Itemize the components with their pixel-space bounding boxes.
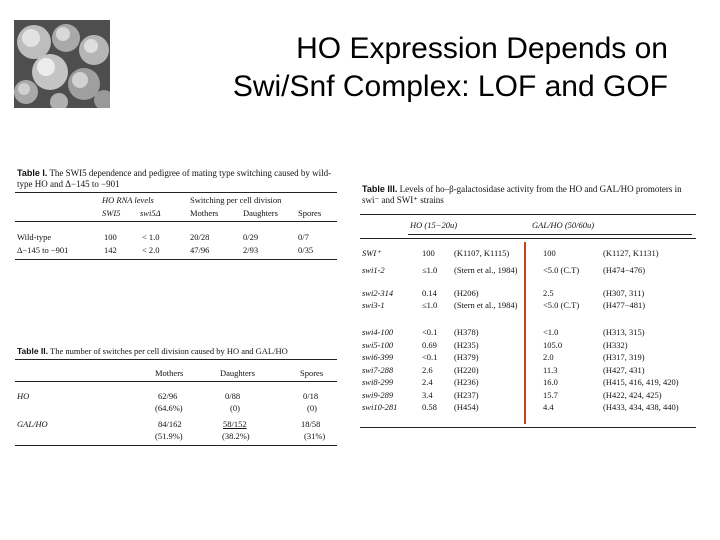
table-2 bbox=[15, 346, 337, 448]
table-2-row-label: GAL/HO bbox=[17, 419, 48, 429]
table-1-col-swi5: SWI5 bbox=[102, 208, 121, 218]
table-2-col-mothers: Mothers bbox=[155, 368, 184, 378]
table-1-col-daughters: Daughters bbox=[243, 208, 278, 218]
table-3-gal-value: <5.0 (C.T) bbox=[543, 300, 580, 310]
table-3-divider-red bbox=[524, 242, 526, 424]
table-2-rule-top bbox=[15, 359, 337, 360]
table-3-strain: swi6-399 bbox=[362, 352, 394, 362]
table-2-col-daughters: Daughters bbox=[220, 368, 255, 378]
table-1-col-spores: Spores bbox=[298, 208, 322, 218]
table-3-gal-ref: (H415, 416, 419, 420) bbox=[603, 377, 679, 387]
table-3-ho-value: 2.6 bbox=[422, 364, 433, 375]
table-3-caption: Table III. Levels of ho–β-galactosidase activity from the HO and GAL/HO promoters in swi⁻ and SWI⁺ strains bbox=[362, 184, 682, 205]
table-3-ho-value: 0.69 bbox=[422, 339, 437, 350]
table-3-ho-ref: (H454) bbox=[454, 402, 479, 412]
table-2-cell-underlined: 58/152 bbox=[223, 419, 247, 429]
table-3-gal-ref: (H317, 319) bbox=[603, 352, 645, 362]
table-3-gal-value: 16.0 bbox=[543, 377, 558, 387]
table-2-pct: (38.2%) bbox=[222, 431, 250, 441]
slide-title-line-2: Swi/Snf Complex: LOF and GOF bbox=[232, 70, 668, 103]
table-3-ho-value: 0.14 bbox=[422, 287, 437, 298]
table-3-strain: SWI⁺ bbox=[362, 248, 381, 258]
table-3-ho-ref: (H206) bbox=[454, 287, 479, 298]
table-3-gal-ref: (H307, 311) bbox=[603, 287, 645, 298]
slide-title bbox=[108, 30, 668, 106]
table-2-pct: (31%) bbox=[304, 431, 326, 441]
table-3-gal-ref: (H474−476) bbox=[603, 264, 646, 275]
table-1-cell: 20/28 bbox=[190, 232, 210, 242]
table-2-cell: 62/96 bbox=[158, 391, 178, 401]
table-3-ho-value: ≤1.0 bbox=[422, 264, 438, 275]
table-3-gal-ref: (H433, 434, 438, 440) bbox=[603, 402, 679, 412]
table-3-strain: swi3-1 bbox=[362, 300, 385, 310]
table-2-cell: 84/162 bbox=[158, 419, 182, 429]
yeast-micrograph-image bbox=[14, 20, 110, 108]
table-3-ho-value: <0.1 bbox=[422, 327, 438, 337]
table-1-caption: Table I. The SWI5 dependence and pedigree of mating type switching caused by wild-type HO and Δ−145 to −901 bbox=[17, 168, 332, 189]
table-3-strain: swi5-100 bbox=[362, 339, 394, 350]
table-1-cell: 0/29 bbox=[243, 232, 259, 242]
table-3-gal-ref: (K1127, K1131) bbox=[603, 248, 659, 258]
table-3-strain: swi4-100 bbox=[362, 327, 394, 337]
table-3-ho-ref: (H236) bbox=[454, 377, 479, 387]
table-1-cell: 142 bbox=[104, 245, 117, 255]
table-3-ho-value: 3.4 bbox=[422, 389, 433, 400]
table-2-pct: (0) bbox=[230, 403, 240, 413]
table-2-caption: Table II. The number of switches per cell division caused by HO and GAL/HO bbox=[17, 346, 288, 356]
table-1-rule-bottom bbox=[15, 259, 337, 260]
table-3-gal-ref: (H332) bbox=[603, 339, 628, 350]
table-1-row-label: Δ−145 to −901 bbox=[17, 245, 69, 255]
table-3-gal-value: 15.7 bbox=[543, 389, 558, 400]
table-3-gal-value: <5.0 (C.T) bbox=[543, 264, 580, 275]
table-2-rule-bottom bbox=[15, 445, 337, 446]
table-3-ho-ref: (Stern et al., 1984) bbox=[454, 264, 518, 275]
table-3-gal-ref: (H313, 315) bbox=[603, 327, 645, 337]
table-1-cell: 0/7 bbox=[298, 232, 309, 242]
table-3-ho-ref: (H378) bbox=[454, 327, 479, 337]
table-3-gal-ref: (H427, 431) bbox=[603, 364, 645, 375]
table-2-cell: 0/88 bbox=[225, 391, 241, 401]
table-3-gal-value: 11.3 bbox=[543, 364, 558, 375]
table-1-cell: 0/35 bbox=[298, 245, 314, 255]
table-3-strain: swi10-281 bbox=[362, 402, 398, 412]
table-3-gal-value: <1.0 bbox=[543, 327, 559, 337]
table-1-cell: 2/93 bbox=[243, 245, 259, 255]
table-2-pct: (64.6%) bbox=[155, 403, 183, 413]
table-3-header-galho: GAL/HO (50/60u) bbox=[532, 220, 595, 230]
table-2-row-label: HO bbox=[17, 391, 30, 401]
table-3-rule-mid bbox=[360, 238, 696, 239]
table-3-strain: swi9-289 bbox=[362, 389, 394, 400]
table-1-col-mothers: Mothers bbox=[190, 208, 219, 218]
table-3-gal-value: 2.5 bbox=[543, 287, 554, 298]
slide-title-line-1: HO Expression Depends on bbox=[296, 32, 668, 65]
table-3-ho-ref: (H235) bbox=[454, 339, 479, 350]
table-1-rule-top bbox=[15, 192, 337, 193]
table-3-rule-top bbox=[360, 214, 696, 215]
table-1-group-switching: Switching per cell division bbox=[190, 195, 282, 205]
table-2-cell: 0/18 bbox=[303, 391, 319, 401]
table-3-header-ho: HO (15−20u) bbox=[410, 220, 458, 230]
table-2-rule-mid bbox=[15, 381, 337, 382]
table-1-cell: 100 bbox=[104, 232, 117, 242]
table-3-gal-ref: (H422, 424, 425) bbox=[603, 389, 662, 400]
table-3-strain: swi2-314 bbox=[362, 287, 394, 298]
table-3-gal-value: 2.0 bbox=[543, 352, 554, 362]
table-1-rule-mid bbox=[15, 221, 337, 222]
table-3-strain: swi7-288 bbox=[362, 364, 394, 375]
table-2-cell: 18/58 bbox=[301, 419, 321, 429]
table-3-ho-value: <0.1 bbox=[422, 352, 438, 362]
table-3-strain: swi1-2 bbox=[362, 264, 385, 275]
table-3 bbox=[360, 184, 696, 430]
table-3-ho-value: 0.58 bbox=[422, 402, 437, 412]
table-3-gal-value: 100 bbox=[543, 248, 556, 258]
table-3-rule-bottom bbox=[360, 427, 696, 428]
table-3-rule-header bbox=[408, 234, 692, 235]
table-3-ho-ref: (Stern et al., 1984) bbox=[454, 300, 518, 310]
table-3-ho-ref: (K1107, K1115) bbox=[454, 248, 510, 258]
table-3-ho-ref: (H379) bbox=[454, 352, 479, 362]
table-2-col-spores: Spores bbox=[300, 368, 324, 378]
table-1 bbox=[15, 168, 337, 268]
table-2-pct: (51.9%) bbox=[155, 431, 183, 441]
table-3-ho-value: 100 bbox=[422, 248, 435, 258]
table-1-group-rna: HO RNA levels bbox=[102, 195, 154, 205]
table-1-col-swi5d: swi5Δ bbox=[140, 208, 161, 218]
table-3-ho-ref: (H220) bbox=[454, 364, 479, 375]
table-1-cell: 47/96 bbox=[190, 245, 210, 255]
table-1-cell: < 1.0 bbox=[142, 232, 160, 242]
table-3-gal-ref: (H477−481) bbox=[603, 300, 646, 310]
table-3-strain: swi8-299 bbox=[362, 377, 394, 387]
table-3-ho-value: 2.4 bbox=[422, 377, 433, 387]
table-3-ho-value: ≤1.0 bbox=[422, 300, 438, 310]
table-3-ho-ref: (H237) bbox=[454, 389, 479, 400]
table-1-row-label: Wild-type bbox=[17, 232, 52, 242]
table-3-gal-value: 4.4 bbox=[543, 402, 554, 412]
table-1-cell: < 2.0 bbox=[142, 245, 160, 255]
table-3-gal-value: 105.0 bbox=[543, 339, 563, 350]
table-2-pct: (0) bbox=[307, 403, 317, 413]
